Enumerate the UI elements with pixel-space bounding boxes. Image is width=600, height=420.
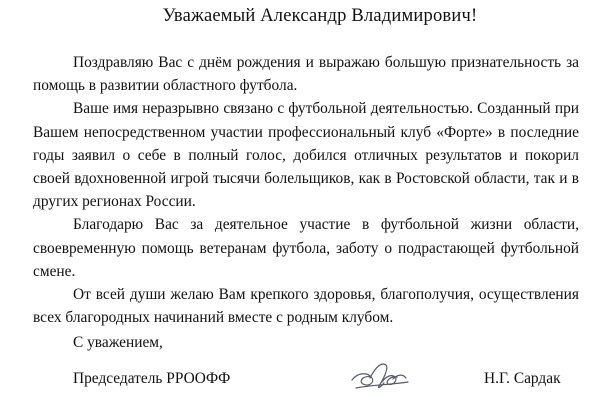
- signer-name: Н.Г. Сардак: [484, 370, 561, 387]
- paragraph-wishes: От всей души желаю Вам крепкого здоровья, благополучия, осуществления всех благородных начинаний вместе с родным клубом.: [33, 286, 579, 327]
- paragraph-gratitude: Благодарю Вас за деятельное участие в футбольной жизни области, своевременную помощь ветеранам футбола, заботу о подрастающей футбольной смене.: [33, 216, 579, 280]
- signer-title: Председатель РРООФФ: [73, 370, 231, 387]
- handwritten-signature-icon: [348, 356, 412, 396]
- paragraph-congratulation: Поздравляю Вас с днём рождения и выражаю большую признательность за помощь в развитии областного футбола.: [33, 54, 579, 95]
- closing: С уважением,: [73, 334, 163, 351]
- letter-body: [33, 51, 579, 329]
- paragraph-football-activity: Ваше имя неразрывно связано с футбольной деятельностью. Созданный при Вашем непосредственном участии профессиональный клуб «Форте» в последние годы заявил о себе в полный голос, добился отличных результатов и покорил своей вдохновенной игрой тысячи болельщиков, как в Ростовской области, так и в других регионах России.: [33, 100, 579, 211]
- salutation: Уважаемый Александр Владимирович!: [162, 6, 478, 26]
